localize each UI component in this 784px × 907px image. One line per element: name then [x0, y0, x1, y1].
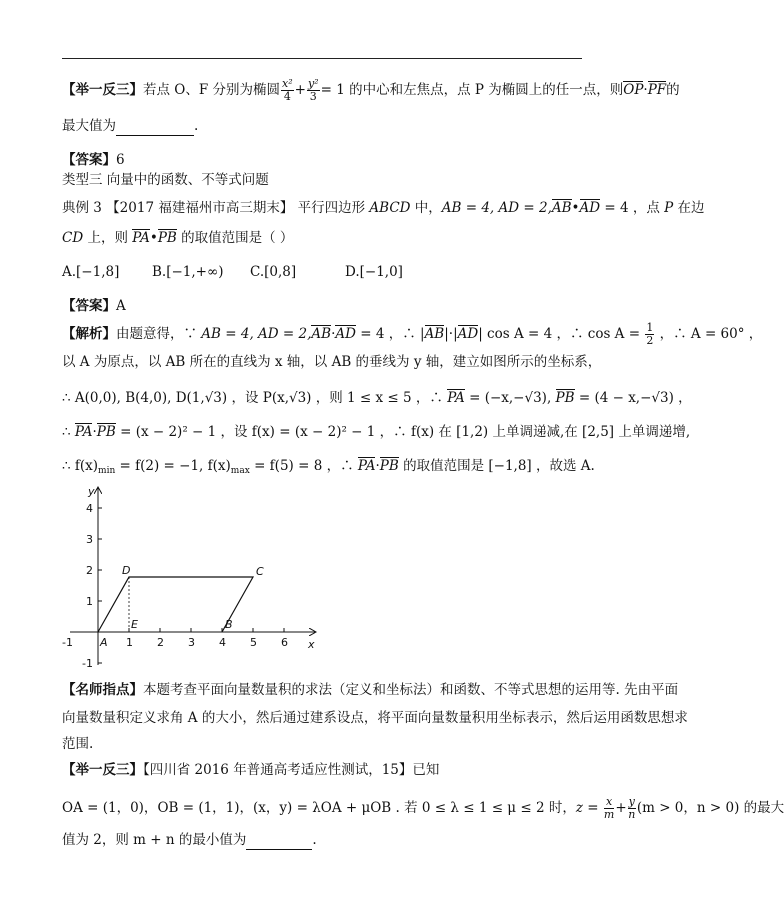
teacher-tip-line-1: 【名师指点】本题考查平面向量数量积的求法（定义和坐标法）和函数、不等式思想的运用等. 先由平面 — [62, 682, 679, 698]
practice-2-line-1: 【举一反三】【四川省 2016 年普通高考适应性测试，15】已知 — [62, 762, 440, 778]
x-tick-5: 5 — [250, 636, 257, 649]
fraction-y2-3: $\frac{\text{y²}}{3}$ — [307, 77, 319, 103]
x-tick-3: 3 — [188, 636, 195, 649]
example-3-line-2: CD 上，则 PA•PB 的取值范围是（ ） — [62, 230, 294, 246]
practice-tag: 【举一反三】 — [62, 82, 143, 98]
x-tick-6: 6 — [281, 636, 288, 649]
y-tick-1: 1 — [86, 595, 93, 608]
practice-1-line-1: 【举一反三】若点 O、F 分别为椭圆 $\frac{\text{x²}}{4}$ + $\frac{\text{y²}}{3}$ = 1 的中心和左焦点，点 P 为椭圆上的任一点，则OP·PF的 — [62, 77, 680, 103]
example-3-line-1: 典例 3 【2017 福建福州市高三期末】 平行四边形 ABCD 中，AB = 4, AD = 2,AB•AD = 4 ，点 P 在边 — [62, 200, 705, 216]
answer-blank — [246, 835, 312, 850]
type-3-heading: 类型三 向量中的函数、不等式问题 — [62, 172, 269, 188]
y-axis-label: y — [88, 485, 95, 498]
y-tick-4: 4 — [86, 502, 93, 515]
point-b-label: B — [225, 618, 233, 631]
practice-1-line-2: 最大值为 . — [62, 118, 199, 134]
y-tick-2: 2 — [86, 564, 93, 577]
option-a: A.[−1,8] — [62, 264, 120, 280]
point-e-label: E — [131, 618, 138, 631]
x-tick-neg1: -1 — [62, 636, 73, 649]
x-axis-label: x — [308, 638, 315, 651]
solution-line-4: ∴ PA·PB = (x − 2)² − 1 ，设 f(x) = (x − 2)² − 1 ，∴ f(x) 在 [1,2) 上单调递减,在 [2,5] 上单调递增, — [62, 424, 691, 440]
answer-blank — [116, 121, 194, 136]
solution-line-3: ∴ A(0,0), B(4,0), D(1,√3) ，设 P(x,√3) ，则 1 ≤ x ≤ 5 ，∴ PA = (−x,−√3), PB = (4 − x,−√3) ， — [62, 390, 692, 406]
vector-pf: PF — [647, 82, 667, 98]
point-c-label: C — [256, 565, 264, 578]
vector-op: OP — [623, 82, 644, 98]
options-row — [62, 262, 592, 282]
y-ticks — [82, 502, 102, 670]
point-a-label: A — [100, 636, 108, 649]
x-tick-4: 4 — [219, 636, 226, 649]
y-tick-3: 3 — [86, 533, 93, 546]
point-d-label: D — [122, 564, 131, 577]
solution-line-1: 【解析】由题意得，∵ AB = 4, AD = 2,AB·AD = 4 ，∴ |AB|·|AD| cos A = 4 ，∴ cos A = $\frac{1}{2}$ ，∴ A = 60° ， — [62, 321, 763, 347]
answer-2: 【答案】A — [62, 298, 126, 314]
teacher-tip-line-3: 范围. — [62, 736, 94, 752]
practice-2-line-2: OA = (1，0)，OB = (1，1)，(x，y) = λOA + μOB . 若 0 ≤ λ ≤ 1 ≤ μ ≤ 2 时，z = $\frac{x}{m}$ + $\frac{y}{n}$ (m > 0，n > 0) 的最大 — [62, 795, 784, 821]
fraction-one-half: $\frac{1}{2}$ — [646, 321, 654, 347]
fraction-x2-4: $\frac{\text{x²}}{4}$ — [282, 77, 293, 103]
x-tick-1: 1 — [126, 636, 133, 649]
answer-1: 【答案】6 — [62, 152, 125, 168]
coordinate-graph — [60, 480, 330, 670]
teacher-tip-line-2: 向量数量积定义求角 A 的大小，然后通过建系设点，将平面向量数量积用坐标表示，然后运用函数思想求 — [62, 710, 688, 726]
x-tick-2: 2 — [157, 636, 164, 649]
x-ticks — [62, 628, 288, 649]
fraction-x-m: $\frac{x}{m}$ — [603, 795, 615, 821]
header-rule — [62, 58, 582, 59]
fraction-y-n: $\frac{y}{n}$ — [628, 795, 636, 821]
practice-2-line-3: 值为 2，则 m + n 的最小值为 . — [62, 832, 317, 848]
y-tick-neg1: -1 — [82, 657, 93, 670]
option-b: B.[−1,+∞) — [152, 264, 224, 280]
solution-line-2: 以 A 为原点，以 AB 所在的直线为 x 轴，以 AB 的垂线为 y 轴，建立如图所示的坐标系， — [62, 354, 602, 370]
solution-line-5: ∴ $f(x)_{min} = f(2) = -1$, $f(x)_{max} = f(5) = 8$ ，∴ PA·PB 的取值范围是 [−1,8] ，故选 A. — [62, 458, 595, 476]
option-d: D.[−1,0] — [345, 264, 403, 280]
option-c: C.[0,8] — [250, 264, 297, 280]
